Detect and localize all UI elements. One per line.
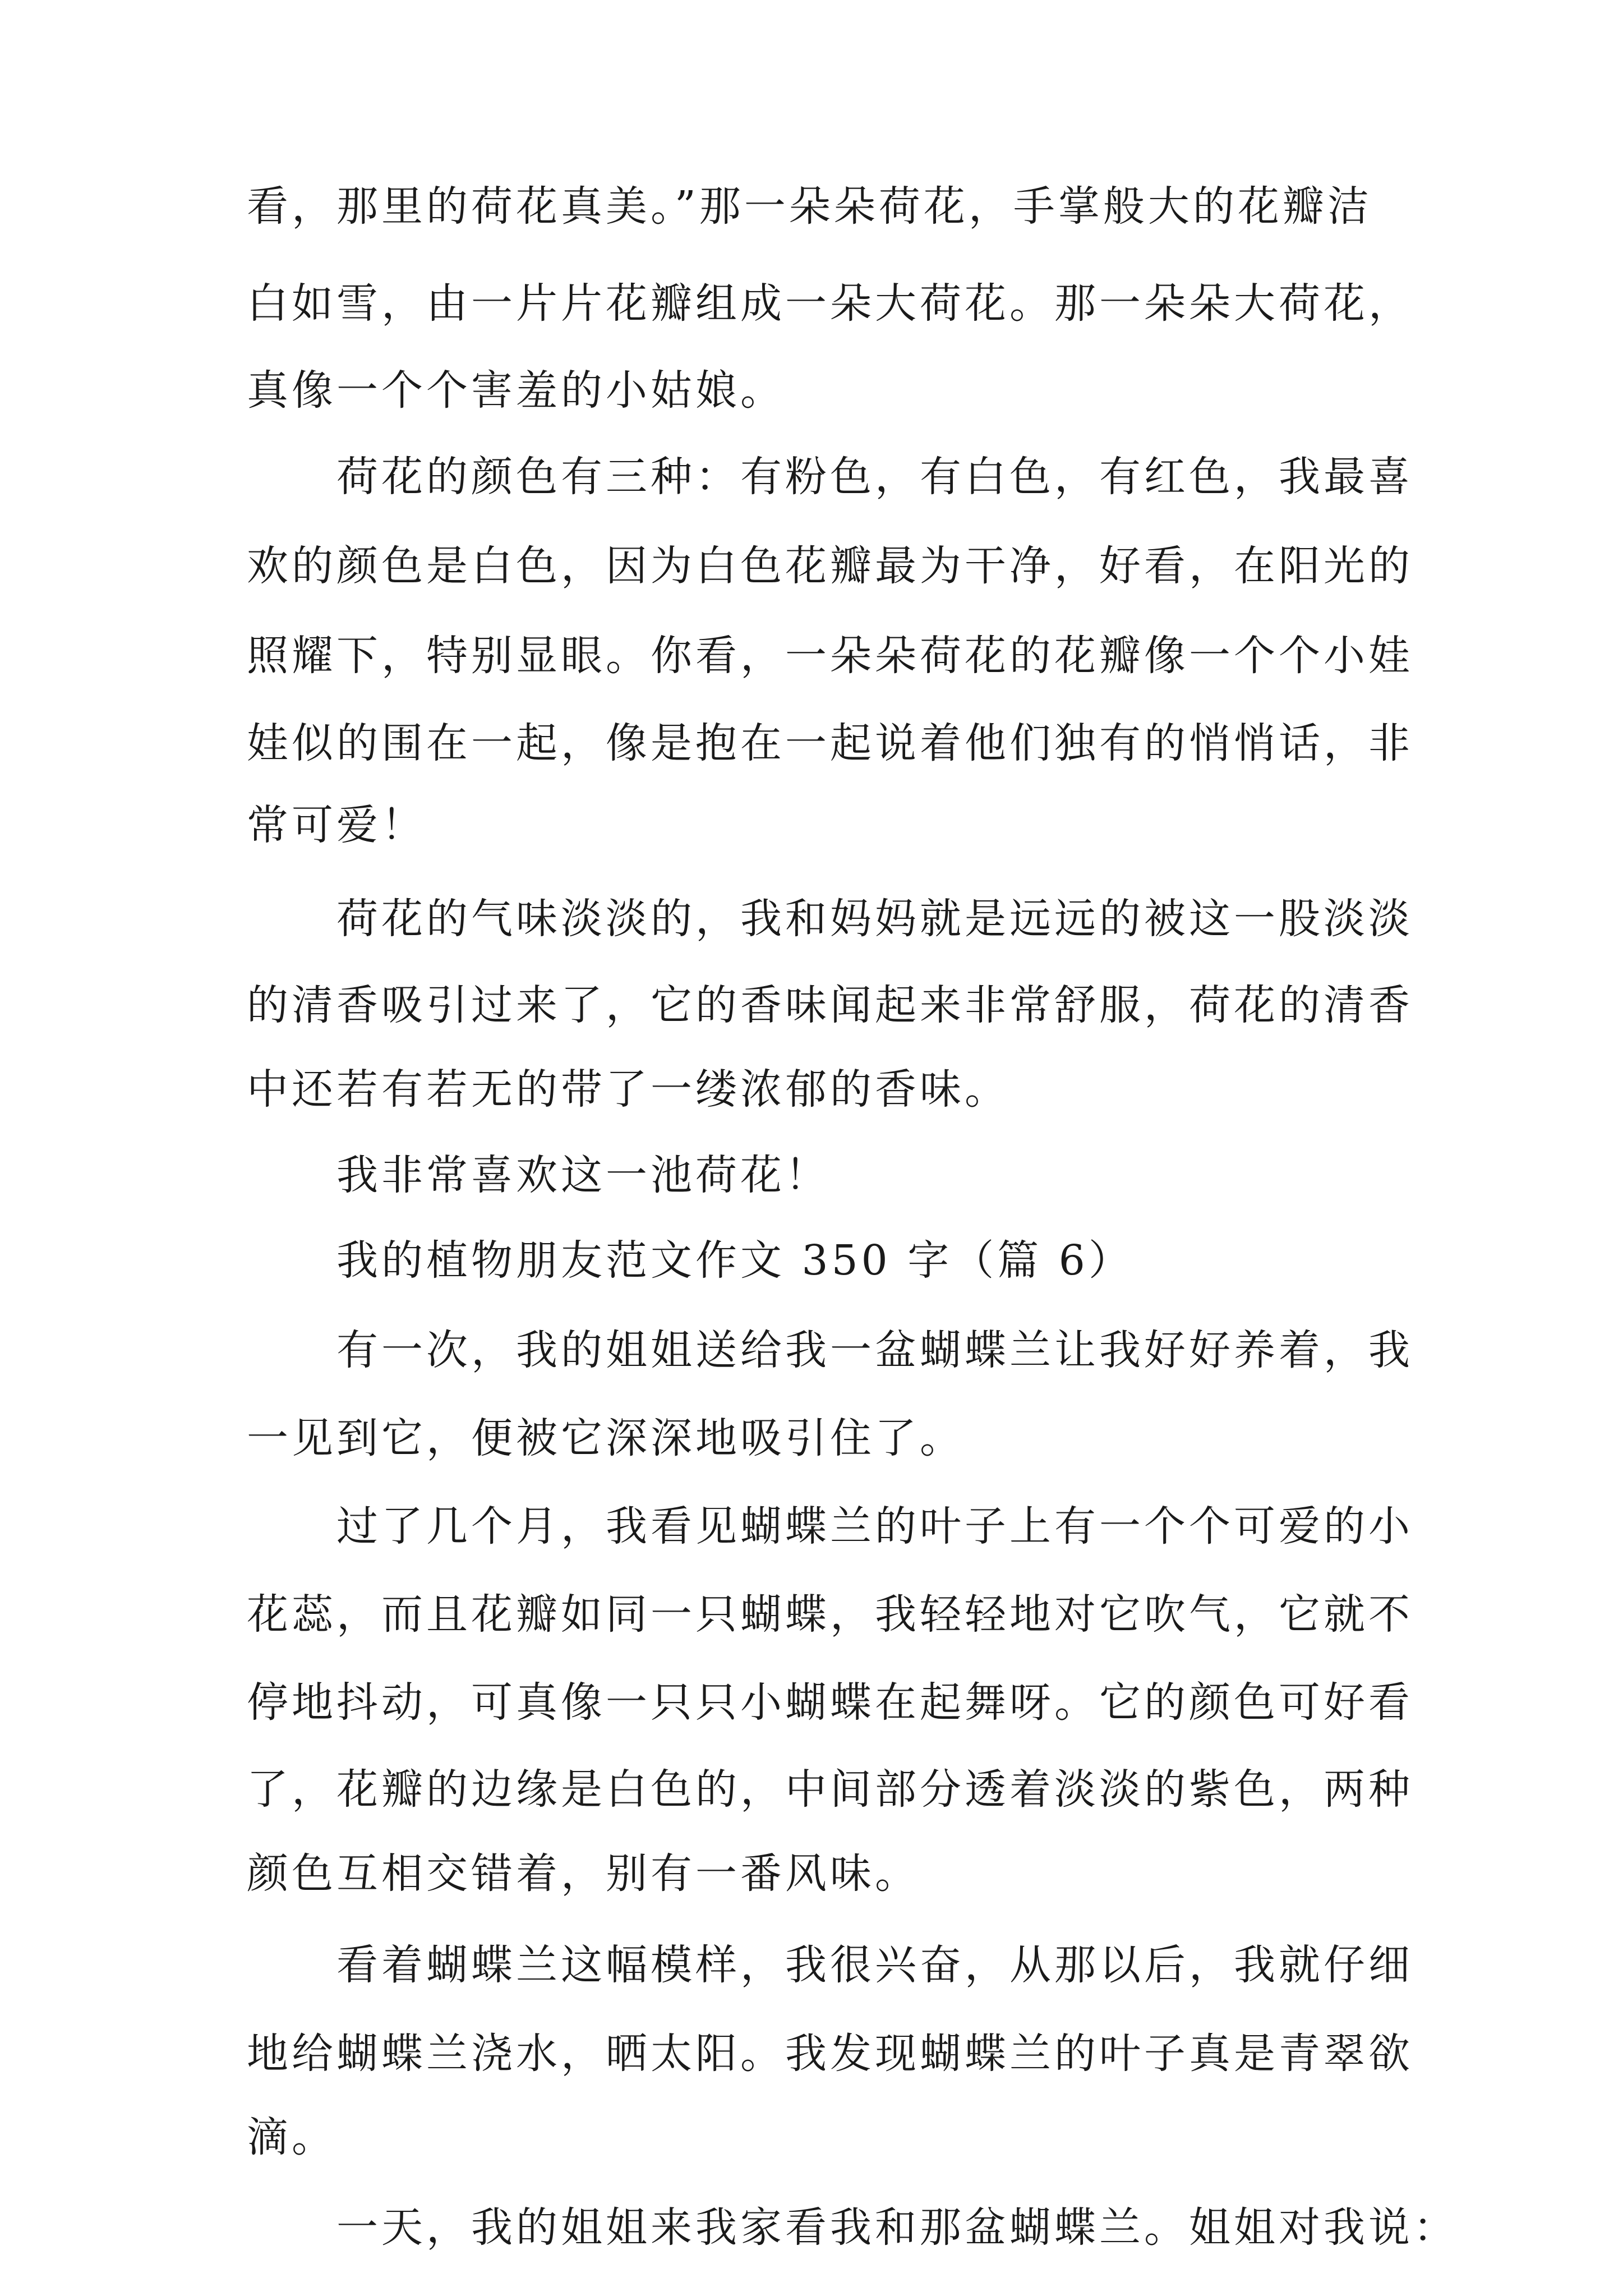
text-line: 停地抖动，可真像一只只小蝴蝶在起舞呀。它的颜色可好看 xyxy=(247,1678,1413,1727)
text-line: 看，那里的荷花真美。”那一朵朵荷花，手掌般大的花瓣洁 xyxy=(247,182,1372,231)
text-line: 照耀下，特别显眼。你看，一朵朵荷花的花瓣像一个个小娃 xyxy=(247,632,1413,680)
text-line: 有一次，我的姐姐送给我一盆蝴蝶兰让我好好养着，我 xyxy=(336,1326,1413,1374)
text-line: 我非常喜欢这一池荷花！ xyxy=(336,1151,830,1199)
text-line: 颜色互相交错着，别有一番风味。 xyxy=(247,1849,920,1898)
text-line: 的清香吸引过来了，它的香味闻起来非常舒服，荷花的清香 xyxy=(247,981,1413,1029)
text-line: 荷花的颜色有三种：有粉色，有白色，有红色，我最喜 xyxy=(336,453,1413,501)
text-line: 一天，我的姐姐来我家看我和那盆蝴蝶兰。姐姐对我说： xyxy=(336,2203,1458,2252)
text-line: 真像一个个害羞的小姑娘。 xyxy=(247,366,785,415)
text-line: 滴。 xyxy=(247,2113,336,2161)
text-line: 过了几个月，我看见蝴蝶兰的叶子上有一个个可爱的小 xyxy=(336,1502,1413,1550)
text-line: 荷花的气味淡淡的，我和妈妈就是远远的被这一股淡淡 xyxy=(336,895,1413,943)
text-line: 看着蝴蝶兰这幅模样，我很兴奋，从那以后，我就仔细 xyxy=(336,1941,1413,1989)
text-line: 欢的颜色是白色，因为白色花瓣最为干净，好看，在阳光的 xyxy=(247,542,1413,590)
text-line: 地给蝴蝶兰浇水，晒太阳。我发现蝴蝶兰的叶子真是青翠欲 xyxy=(247,2030,1413,2078)
text-line: 了，花瓣的边缘是白色的，中间部分透着淡淡的紫色，两种 xyxy=(247,1765,1413,1814)
text-line: 中还若有若无的带了一缕浓郁的香味。 xyxy=(247,1065,1009,1114)
section-heading: 我的植物朋友范文作文 350 字（篇 6） xyxy=(336,1236,1133,1285)
text-line: 一见到它，便被它深深地吸引住了。 xyxy=(247,1414,965,1462)
text-line: 常可爱！ xyxy=(247,801,426,849)
text-line: 娃似的围在一起，像是抱在一起说着他们独有的悄悄话，非 xyxy=(247,719,1413,767)
text-line: 花蕊，而且花瓣如同一只蝴蝶，我轻轻地对它吹气，它就不 xyxy=(247,1590,1413,1639)
text-line: 白如雪，由一片片花瓣组成一朵大荷花。那一朵朵大荷花， xyxy=(247,279,1413,328)
